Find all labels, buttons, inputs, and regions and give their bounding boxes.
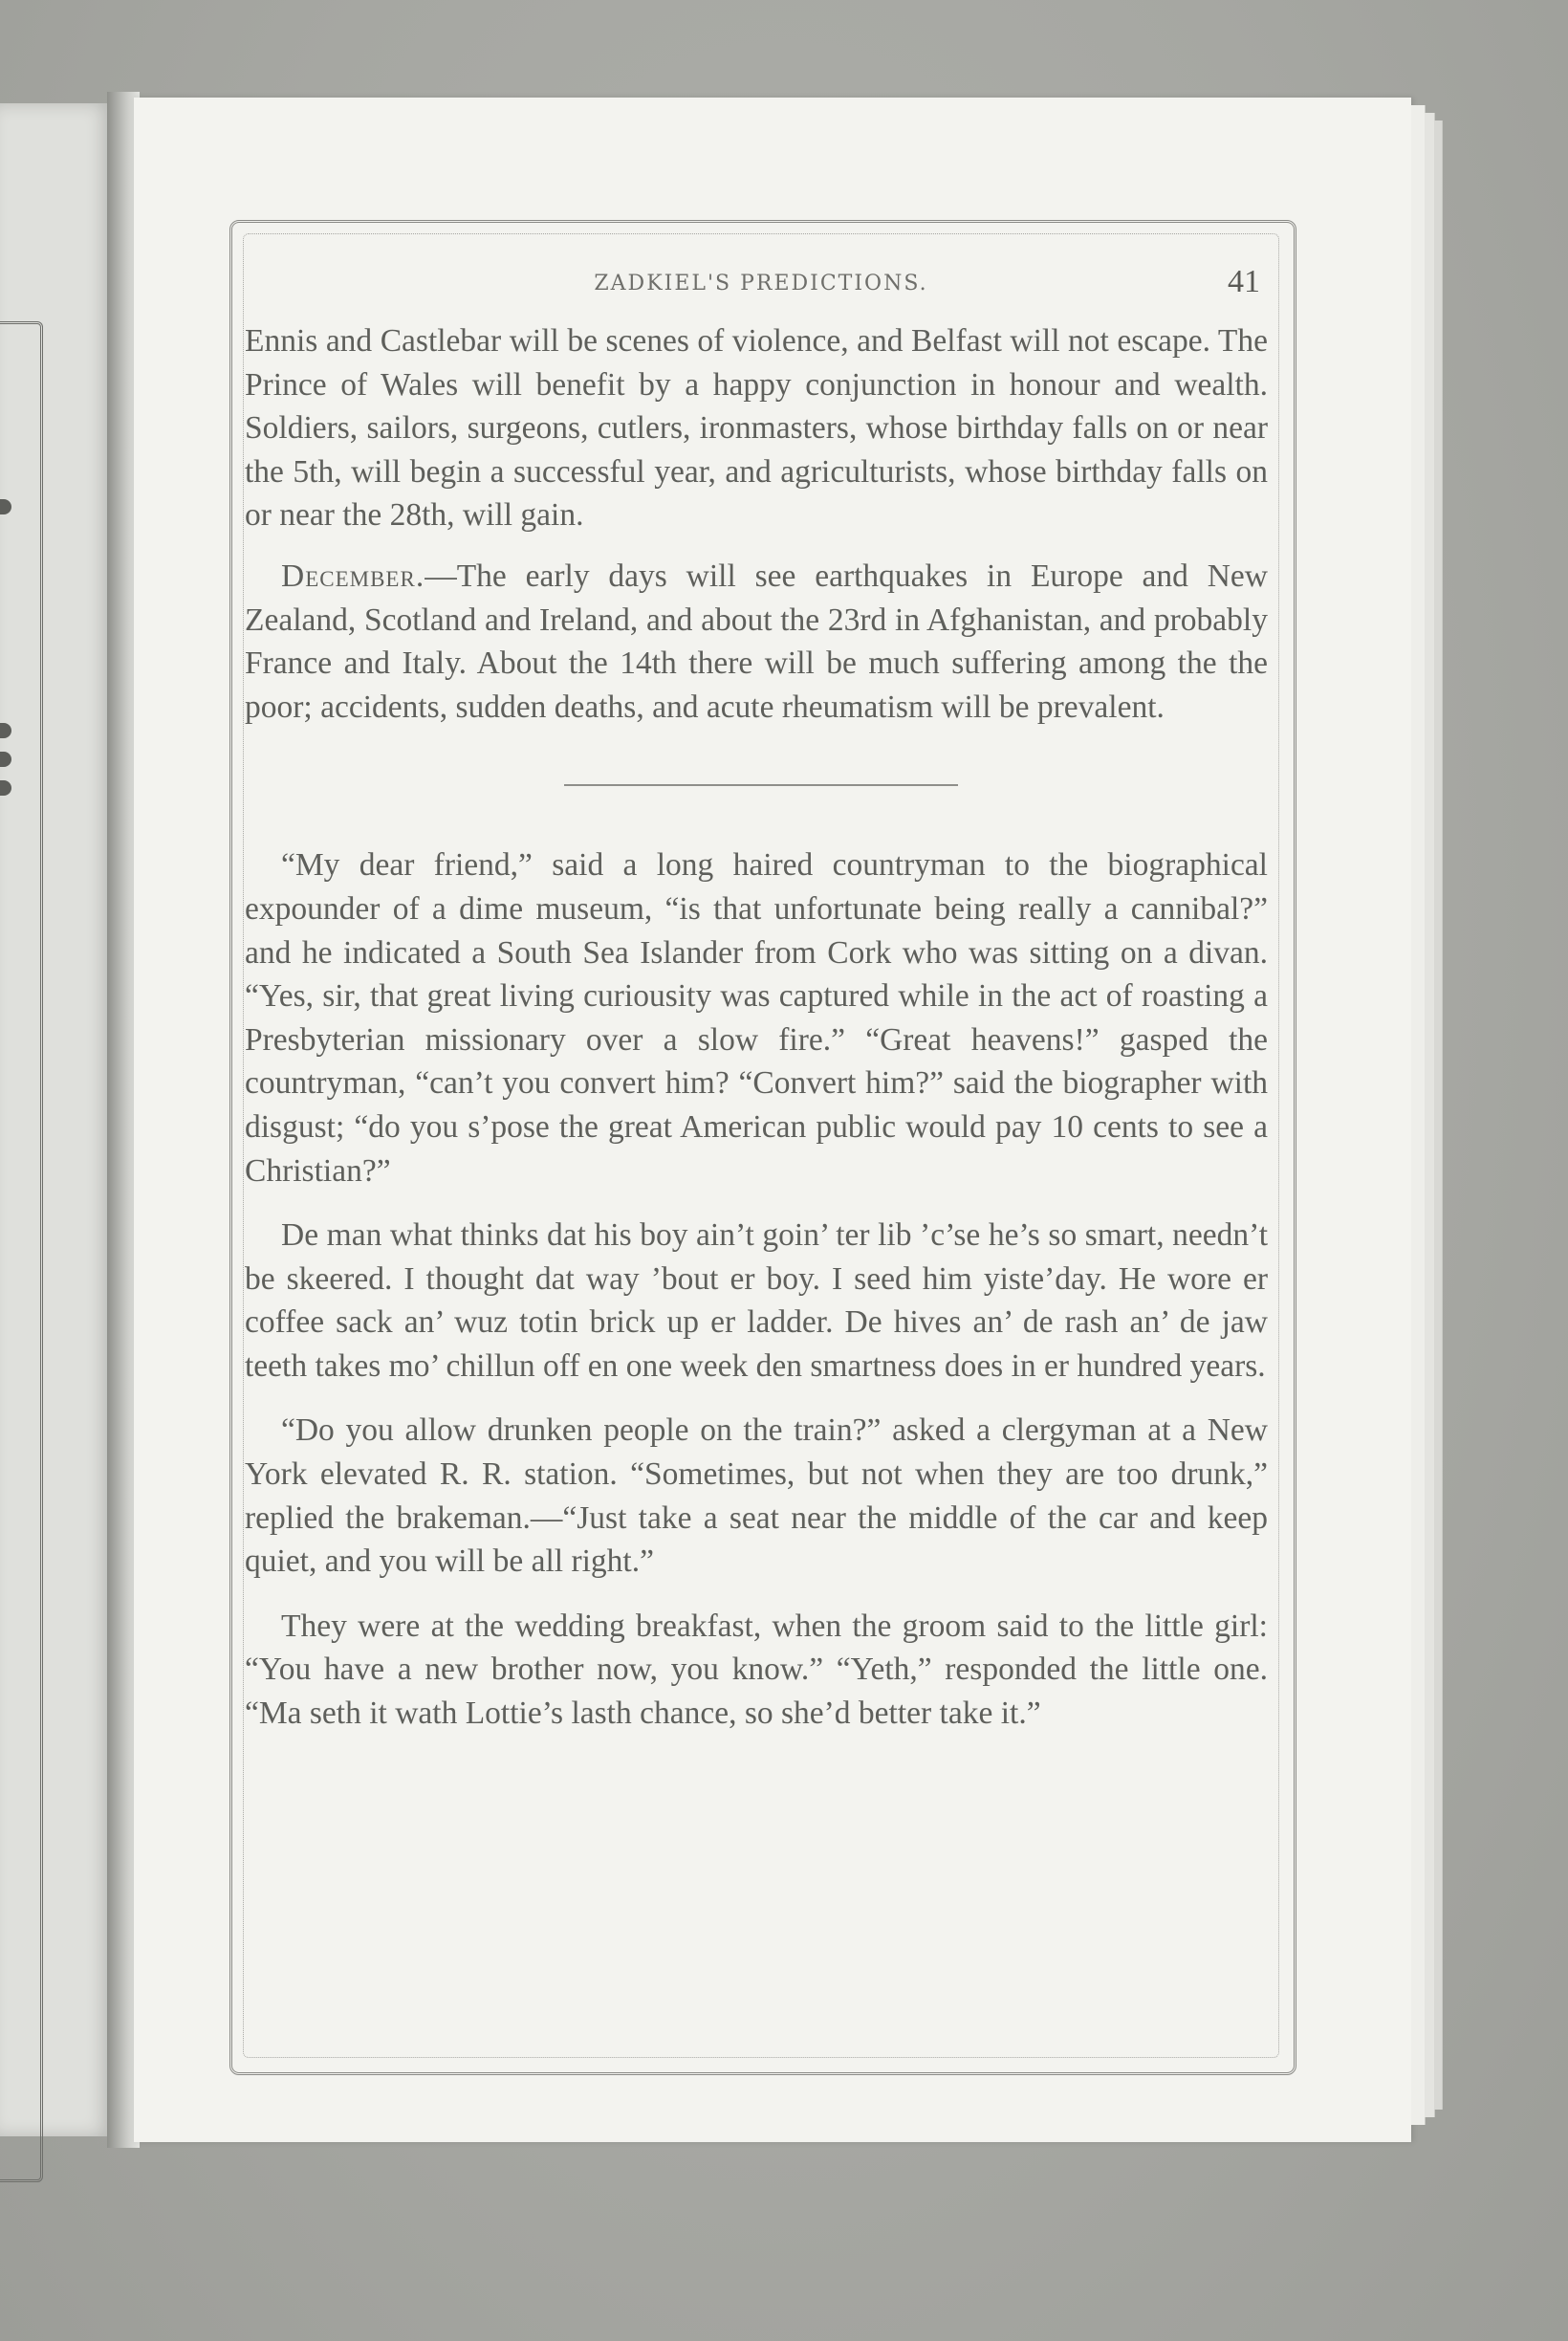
page-edges [1434,120,1443,2110]
page-number: 41 [1228,264,1260,299]
paragraph: They were at the wedding breakfast, when the groom said to the little girl: “You have a new brother now, you know.” “Yeth,” responded the little one. “Ma seth it wath Lottie’s lasth chance, so she’d better take it.” [245,1608,1268,1732]
paragraph: Ennis and Castlebar will be scenes of violence, and Belfast will not escape. The Prince of Wales will benefit by a happy conjunction in honour and wealth. Soldiers, sailors, surgeons, cutlers, ironmasters, whose birthday falls on or near the 5th, will begin a successful year, and agriculturists, whose birthday falls on or near the 28th, will gain. [245,323,1268,534]
running-header [249,264,1274,306]
paragraph-december [245,555,1268,729]
paragraph: De man what thinks dat his boy ain’t goin’ ter lib ’c’se he’s so smart, needn’t be skeered. I thought dat way ’bout er boy. I seed him yiste’day. He wore er coffee sack an’ wuz totin brick up er ladder. De hives an’ de rash an’ de jaw teeth takes mo’ chillun off en one week den smartness does in er hundred years. [245,1217,1268,1384]
section-rule [564,784,958,786]
page-edges [1411,105,1426,2125]
facing-page-edge [0,103,113,2136]
page-text [245,319,1268,1736]
paragraph: “Do you allow drunken people on the train?” asked a clergyman at a New York elevated R. R. station. “Sometimes, but not when they are too drunk,” replied the brakeman.—“Just take a seat near the middle of the car and keep quiet, and you will be all right.” [245,1412,1268,1580]
running-title: ZADKIEL'S PREDICTIONS. [594,272,928,295]
paragraph-text: —The early days will see earthquakes in Europe and New Zealand, Scotland and Ireland, and about the 23rd in Afghanistan, and probably France and Italy. About the 14th there will be much suffering among the the poor; accidents, sudden deaths, and acute rheumatism will be prevalent. [245,558,1268,725]
facing-page-border [0,321,43,2182]
section-divider [245,729,1268,843]
month-heading: December. [281,558,425,594]
paragraph: “My dear friend,” said a long haired countryman to the biographical expounder of a dime museum, “is that unfortunate being really a cannibal?” and he indicated a South Sea Islander from Cork who was sitting on a divan. “Yes, sir, that great living curiousity was captured while in the act of roasting a Presbyterian missionary over a slow fire.” “Great heavens!” gasped the countryman, “can’t you convert him? “Convert him?” said the biographer with disgust; “do you s’pose the great American public would pay 10 cents to see a Christian?” [245,847,1268,1189]
